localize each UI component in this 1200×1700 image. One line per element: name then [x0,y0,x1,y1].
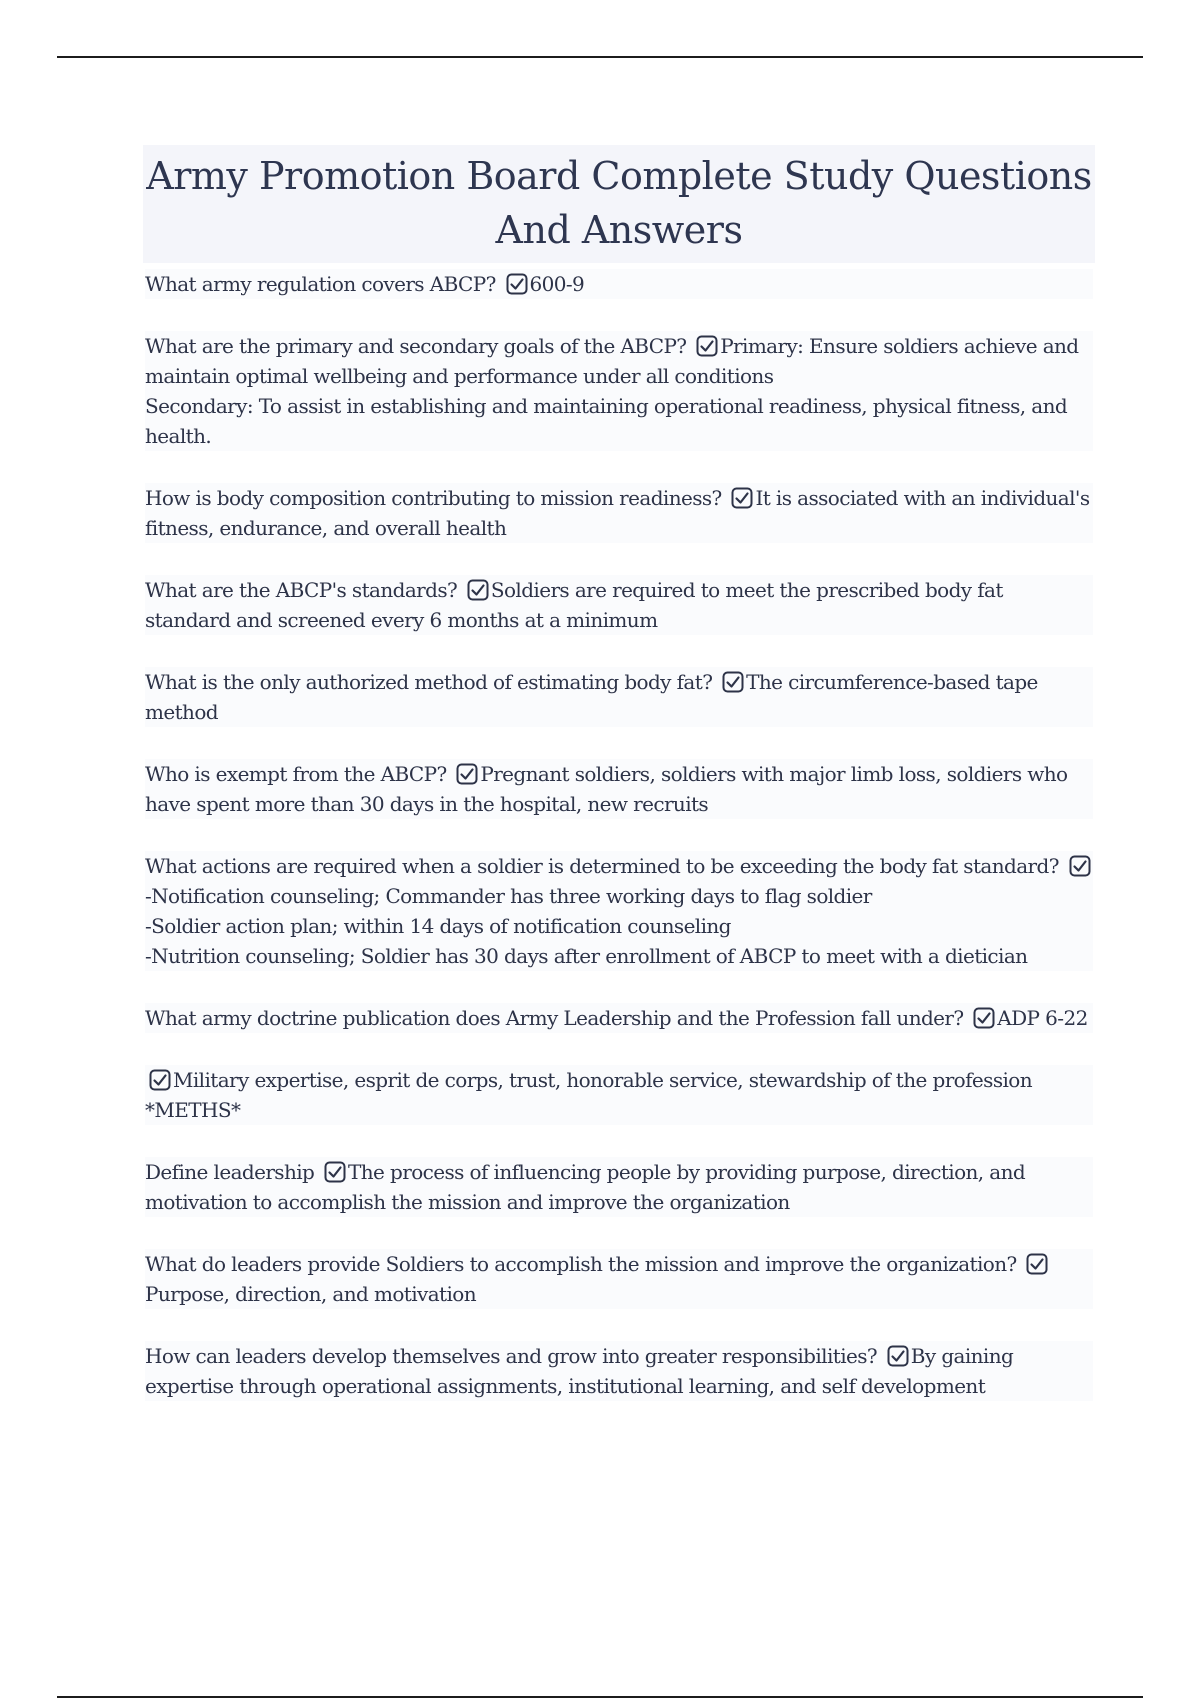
answer-text: The process of influencing people by providing purpose, direction, and motivation to accomplish the mission and improve the organization [145,1160,1031,1214]
title-block [143,145,1095,263]
answer-text: By gaining expertise through operational assignments, institutional learning, and self development [145,1344,1019,1398]
question-text: Define leadership [145,1160,321,1184]
answer-text: 600-9 [529,272,585,296]
question-text: What are the primary and secondary goals of the ABCP? [145,334,693,358]
qa-item [145,667,1093,727]
check-box-icon [696,335,718,357]
qa-item [145,1249,1093,1309]
check-box-icon [456,763,478,785]
question-text: What actions are required when a soldier is determined to be exceeding the body fat standard? [145,854,1065,878]
answer-text: It is associated with an individual's fitness, endurance, and overall health [145,486,1096,540]
answer-text: Pregnant soldiers, soldiers with major limb loss, soldiers who have spent more than 30 days in the hospital, new recruits [145,762,1074,816]
qa-item [145,1157,1093,1217]
question-text: What is the only authorized method of estimating body fat? [145,670,719,694]
check-box-icon [731,487,753,509]
check-box-icon [887,1345,909,1367]
answer-text: Purpose, direction, and motivation [145,1282,477,1306]
qa-item [145,483,1096,543]
answer-text: ADP 6-22 [997,1006,1088,1030]
question-text: How is body composition contributing to mission readiness? [145,486,728,510]
qa-item [145,1341,1093,1401]
question-text: What do leaders provide Soldiers to accomplish the mission and improve the organization? [145,1252,1023,1276]
qa-list [145,269,1096,1401]
question-text: What are the ABCP's standards? [145,578,463,602]
answer-text: Primary: Ensure soldiers achieve and maintain optimal wellbeing and performance under all conditions Secondary: To assist in establishing and maintaining operational readiness, physical fitness, and health. [145,334,1079,448]
qa-item [145,269,1093,299]
qa-item [145,851,1093,971]
qa-item [145,331,1093,451]
check-box-icon [324,1161,346,1183]
qa-item [145,1065,1093,1125]
question-text: How can leaders develop themselves and grow into greater responsibilities? [145,1344,883,1368]
check-box-icon [973,1007,995,1029]
check-box-icon [722,671,744,693]
qa-item [145,1003,1093,1033]
qa-item [145,759,1093,819]
check-box-icon [506,273,528,295]
check-box-icon [467,579,489,601]
page-title: Army Promotion Board Complete Study Questions And Answers [146,154,1092,252]
question-text: Who is exempt from the ABCP? [145,762,453,786]
qa-item [145,575,1093,635]
answer-text: -Notification counseling; Commander has three working days to flag soldier -Soldier action plan; within 14 days of notification counseling -Nutrition counseling; Soldier has 30 days after enrollment of ABCP to meet with a dietician [145,884,1028,968]
footer-rule [57,1696,1143,1698]
document-body [145,145,1096,1433]
header-rule [57,56,1143,58]
question-text: What army doctrine publication does Army Leadership and the Profession fall under? [145,1006,970,1030]
answer-text: Soldiers are required to meet the prescribed body fat standard and screened every 6 months at a minimum [145,578,1009,632]
check-box-icon [149,1069,171,1091]
answer-text: Military expertise, esprit de corps, trust, honorable service, stewardship of the profession *METHS* [145,1068,1033,1122]
check-box-icon [1026,1253,1048,1275]
check-box-icon [1069,855,1091,877]
answer-text: The circumference-based tape method [145,670,1044,724]
question-text: What army regulation covers ABCP? [145,272,502,296]
